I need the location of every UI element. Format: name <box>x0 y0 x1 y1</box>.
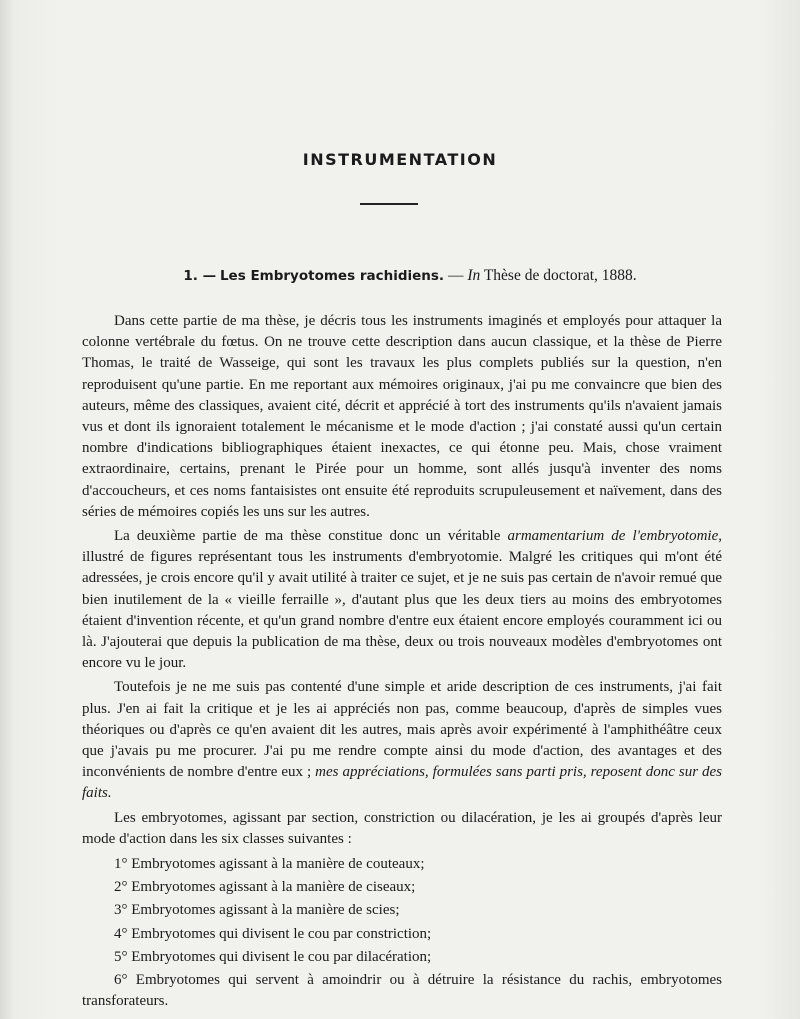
paragraph-2 <box>82 526 722 674</box>
list-item <box>82 854 722 875</box>
list-item-text: Embryotomes agissant à la manière de ciseaux; <box>127 879 416 896</box>
paragraph-2-text-a: La deuxième partie de ma thèse constitue donc un véritable <box>114 528 508 545</box>
list-item <box>82 924 722 945</box>
title-divider <box>360 203 418 205</box>
heading-in: In <box>467 267 481 284</box>
paragraph-4: Les embryotomes, agissant par section, constriction ou dilacération, je les ai groupés d'après leur mode d'action dans les six classes suivantes : <box>82 809 722 847</box>
section-number: 1. — <box>183 268 217 284</box>
paragraph-2-text-b: , illustré de figures représentant tous les instruments d'embryotomie. Malgré les critiques qui m'ont été adressées, je crois encore qu'il y avait utilité à traiter ce sujet, et je ne suis pas certain de n'avoir remué que bien inutilement de la « vieille ferraille », d'autant plus que les deux tiers au moins des embryotomes étaient d'invention récente, et qu'un grand nombre d'entre eux étaient encore employés couramment ici ou là. J'ajouterai que depuis la publication de ma thèse, deux ou trois nouveaux modèles d'embryotomes ont encore vu le jour. <box>82 528 722 672</box>
heading-dash: — <box>444 267 468 284</box>
list-item-text: Embryotomes qui servent à amoindrir ou à détruire la résistance du rachis, embryotomes transforateurs. <box>82 972 722 1010</box>
list-item <box>82 970 722 1012</box>
paragraph-3-text: Toutefois je ne me suis pas contenté d'une simple et aride description de ces instruments, j'ai fait plus. J'en ai fait la critique et je les ai appréciés non pas, comme beaucoup, d'après de simples vues théoriques ou d'après ce qu'en avaient dit les autres, mais après avoir expérimenté à l'amphithéâtre ceux que j'avais pu me procurer. J'ai pu me rendre compte ainsi du mode d'action, des avantages et des inconvénients de nombre d'entre eux ; <box>82 679 722 781</box>
list-item-number: 6° <box>114 972 128 989</box>
list-item-number: 3° <box>114 902 128 919</box>
list-item <box>82 877 722 898</box>
paragraph-3-italic: mes appréciations, formulées sans parti pris, reposent donc sur des faits. <box>82 764 722 802</box>
heading-source: Thèse de doctorat, 1888. <box>480 267 637 284</box>
paragraph-3 <box>82 677 722 804</box>
list-item-number: 5° <box>114 948 128 965</box>
list-item <box>82 947 722 968</box>
list-item-text: Embryotomes qui divisent le cou par constriction; <box>127 925 432 942</box>
list-item-number: 4° <box>114 925 128 942</box>
list-item-number: 1° <box>114 856 128 873</box>
list-item-number: 2° <box>114 879 128 896</box>
body-text <box>82 311 722 1015</box>
list-item-text: Embryotomes qui divisent le cou par dilacération; <box>127 948 432 965</box>
paragraph-2-italic: armamentarium de l'embryotomie <box>507 528 719 545</box>
list-item-text: Embryotomes agissant à la manière de couteaux; <box>127 856 425 873</box>
page-title: INSTRUMENTATION <box>302 150 498 169</box>
paragraph-1: Dans cette partie de ma thèse, je décris tous les instruments imaginés et employés pour attaquer la colonne vertébrale du fœtus. On ne trouve cette description dans aucun classique, et la thèse de Pierre Thomas, le traité de Wasseige, qui sont les travaux les plus complets publiés sur la question, n'en reproduisent qu'une partie. En me reportant aux mémoires originaux, j'ai pu me convaincre que bien des auteurs, même des classiques, avaient cité, décrit et apprécié à tort des instruments qu'ils n'avaient jamais vus et dont ils ignoraient totalement le mécanisme et le mode d'action ; j'ai constaté aussi qu'un certain nombre d'indications bibliographiques étaient inexactes, ce qui étonne peu. Mais, chose vraiment extraordinaire, certains, prenant le Pirée pour un homme, sont allés jusqu'à inventer des noms d'accoucheurs, et ces noms fantaisistes ont ensuite été reproduits scrupuleusement et naïvement, dans des séries de mémoires copiés les uns sur les autres. <box>82 313 722 520</box>
classes-list <box>82 854 722 1012</box>
list-item <box>82 900 722 921</box>
list-item-text: Embryotomes agissant à la manière de scies; <box>127 902 400 919</box>
section-title: Les Embryotomes rachidiens. <box>219 268 445 284</box>
section-heading <box>60 267 760 285</box>
